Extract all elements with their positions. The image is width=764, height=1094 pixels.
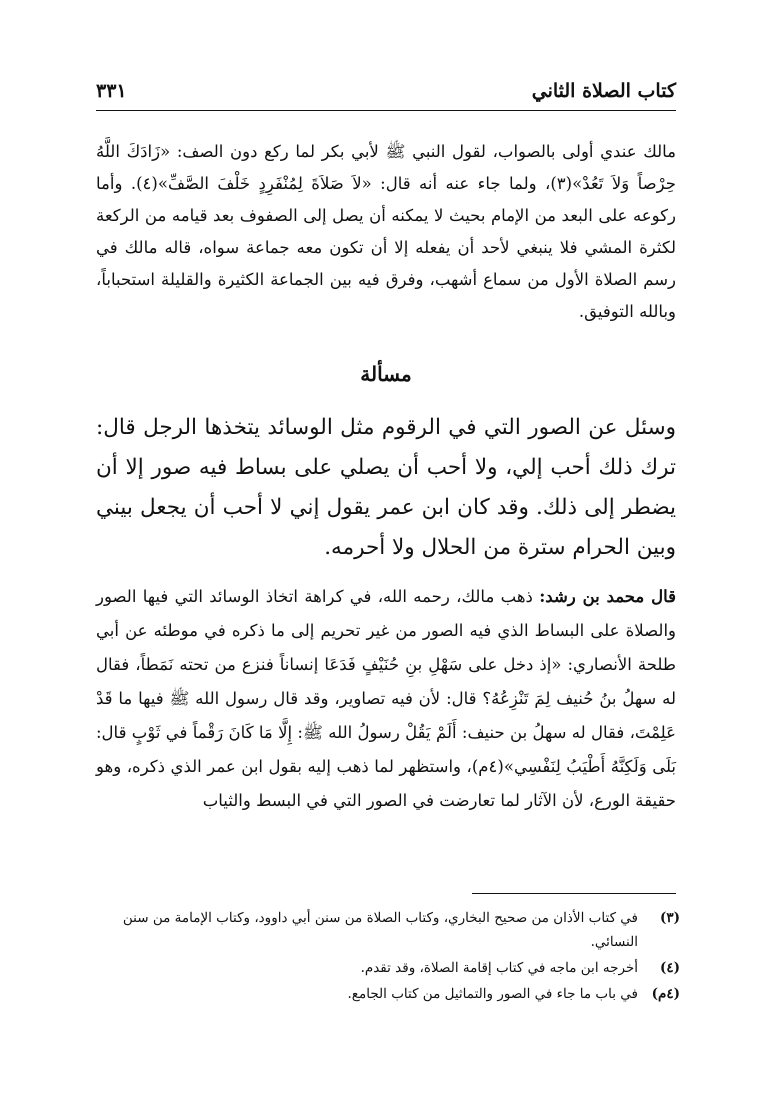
footnote: [118, 906, 680, 954]
paragraph-2-body: ذهب مالك، رحمه الله، في كراهة اتخاذ الوسائد التي فيها الصور والصلاة على البساط الذي فيه الصور من غير تحريم إلى ما ذكره في موطئه عن أبي طلحة الأنصاري: «إذ دخل على سَهْلِ بنِ حُنَيْفٍ فَدَعَا إنساناً فنزع من تحته نَمَطاً، فقال له سهلُ بنُ حُنيف لِمَ تَنْزِعُهُ؟ قال: لأن فيه تصاوير، وقد قال رسول الله ﷺ فيها ما قَدْ عَلِمْتَ، فقال له سهلُ بن حنيف: أَلَمْ يَقُلْ رسولُ الله ﷺ: إِلَّا مَا كَانَ رَقْماً في ثَوْبٍ قال: بَلَى وَلَكِنَّهُ أَطْيَبُ لِنَفْسِي»(٤م)، واستظهر لما ذهب إليه بقول ابن عمر الذي ذكره، وهو حقيقة الورع، لأن الآثار لما تعارضت في الصور التي في البسط والثياب: [96, 587, 676, 810]
footnotes: [118, 906, 680, 1008]
footnote: [118, 956, 680, 980]
page-number: ٣٣١: [96, 80, 127, 102]
footnote-number: (٤م): [651, 986, 680, 1002]
footnote-separator: [472, 893, 676, 894]
footnote-text: في باب ما جاء في الصور والتماثيل من كتاب الجامع.: [347, 986, 638, 1002]
footnote-text: في كتاب الأذان من صحيح البخاري، وكتاب الصلاة من سنن أبي داوود، وكتاب الإمامة من سنن النسائي.: [122, 910, 638, 950]
page-header: [96, 76, 676, 111]
footnote-text: أخرجه ابن ماجه في كتاب إقامة الصلاة، وقد تقدم.: [360, 960, 638, 976]
section-title: مسألة: [360, 362, 412, 386]
author-lead: قال محمد بن رشد:: [539, 587, 676, 606]
footnote: [118, 982, 680, 1006]
footnote-number: (٣): [659, 910, 680, 926]
footnote-number: (٤): [659, 960, 680, 976]
question-text: وسئل عن الصور التي في الرقوم مثل الوسائد يتخذها الرجل قال: ترك ذلك أحب إلي، ولا أحب أن يصلي على بساط فيه صور إلا أن يضطر إلى ذلك. وقد كان ابن عمر يقول إني لا أحب أن يجعل بيني وبين الحرام سترة من الحلال ولا أحرمه.: [96, 415, 676, 560]
paragraph-2: [96, 580, 676, 818]
running-title: كتاب الصلاة الثاني: [531, 80, 676, 102]
paragraph-1: مالك عندي أولى بالصواب، لقول النبي ﷺ لأبي بكر لما ركع دون الصف: «زَادَكَ اللَّهُ حِرْصاً وَلاَ تَعُدْ»(٣)، ولما جاء عنه أنه قال: «لاَ صَلاَةَ لِمُنْفَرِدٍ خَلْفَ الصَّفِّ»(٤). وأما ركوعه على البعد من الإمام بحيث لا يمكنه أن يصل إلى الصفوف بعد قيامه من الركعة لكثرة المشي فلا ينبغي لأحد أن يفعله إلا أن تكون معه جماعة سواه، قاله مالك في رسم الصلاة الأول من سماع أشهب، وفرق فيه بين الجماعة الكثيرة والقليلة استحباباً، وبالله التوفيق.: [96, 142, 676, 321]
